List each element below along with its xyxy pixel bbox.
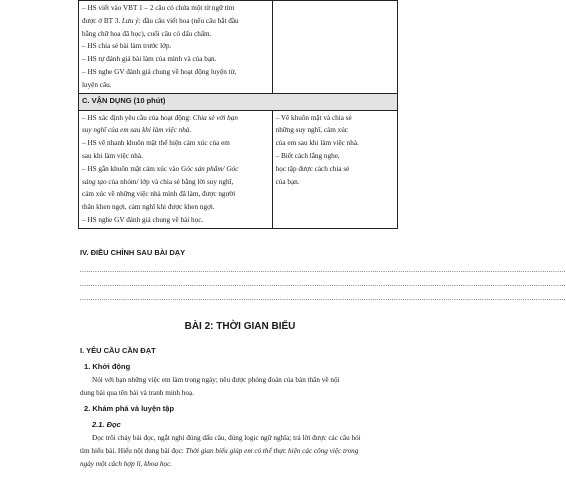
cell-line: bằng chữ hoa đã học), cuối câu có dấu chấm.: [82, 29, 212, 38]
cell-text: của nhóm/ lớp và chia sẻ bằng lời suy nghĩ,: [106, 177, 234, 186]
lesson-plan-table: [78, 0, 398, 229]
table-cell-outcomes: [272, 1, 397, 94]
paragraph-line: Đọc trôi chảy bài đọc, ngắt nghỉ đúng dấu câu, đúng logic ngữ nghĩa; trả lời được các câu hỏi: [92, 434, 361, 442]
cell-line: học tập được cách chia sẻ: [275, 164, 350, 173]
cell-text: được ở BT 3.: [82, 16, 122, 25]
cell-line: – HS tự đánh giá bài làm của mình và của bạn.: [82, 55, 217, 64]
section-c-title: C. VẬN DỤNG (10 phút): [82, 95, 166, 105]
table-cell-outcomes: [272, 110, 397, 228]
cell-text-italic: sáng tạo: [82, 177, 107, 186]
cell-line: của em sau khi làm việc nhà.: [275, 139, 359, 148]
cell-line: – HS chia sẻ bài làm trước lớp.: [82, 42, 172, 51]
cell-line: sau khi làm việc nhà.: [82, 151, 143, 160]
section-iv-heading: IV. ĐIỀU CHỈNH SAU BÀI DẠY: [80, 248, 186, 257]
cell-text: đầu câu viết hoa (nếu câu bắt đầu: [142, 16, 239, 25]
cell-line: thân khen ngợi, cảm nghĩ khi được khen ngợi.: [82, 203, 215, 212]
table-cell-student-activities: [79, 1, 273, 94]
warm-up-heading: 1. Khởi động: [84, 362, 131, 371]
cell-text: – HS gắn khuôn mặt cảm xúc vào: [82, 164, 182, 173]
paragraph-text: tìm hiểu bài. Hiểu nội dung bài đọc:: [80, 447, 186, 455]
lesson-title: BÀI 2: THỜI GIAN BIỂU: [184, 321, 296, 332]
note-label: Lưu ý:: [121, 16, 141, 25]
cell-line: [82, 112, 269, 125]
cell-line: những suy nghĩ, cảm xúc: [275, 126, 348, 135]
cell-line: – Vẽ khuôn mặt và chia sẻ: [275, 113, 352, 122]
table-row: [79, 110, 398, 228]
requirements-heading: I. YÊU CẦU CẦN ĐẠT: [80, 346, 156, 355]
cell-line: [82, 15, 269, 28]
cell-line: cảm xúc về những việc nhà mình đã làm, được người: [82, 190, 236, 199]
table-row: [79, 1, 398, 94]
dotted-line: ..................................................................................................................................................................................................................................: [80, 280, 566, 288]
paragraph-text-italic: Thời gian biểu giúp em có thể thực hiện các công việc trong: [185, 447, 359, 455]
cell-line: – Biết cách lắng nghe,: [275, 151, 340, 160]
cell-line: suy nghĩ của em sau khi làm việc nhà.: [82, 126, 192, 135]
cell-line: – HS nghe GV đánh giá chung về hoạt động luyện từ,: [82, 67, 237, 76]
cell-line: [82, 163, 269, 176]
cell-text: – HS xác định yêu cầu của hoạt động:: [82, 113, 193, 122]
cell-line: của bạn.: [275, 177, 300, 186]
explore-heading: 2. Khám phá và luyện tập: [84, 404, 175, 413]
reading-heading: 2.1. Đọc: [92, 420, 121, 429]
cell-line: [82, 176, 269, 189]
dotted-line: ..................................................................................................................................................................................................................................: [80, 294, 566, 302]
paragraph-line: Nói với bạn những việc em làm trong ngày; nêu được phỏng đoán của bản thân về nội: [92, 376, 340, 384]
dotted-line: ..................................................................................................................................................................................................................................: [80, 266, 566, 274]
section-header-cell: [79, 93, 398, 110]
cell-line: – HS viết vào VBT 1 – 2 câu có chứa một từ ngữ tìm: [82, 4, 235, 12]
cell-text-italic: Góc sản phẩm/ Góc: [181, 164, 239, 173]
cell-line: – HS nghe GV đánh giá chung về bài học.: [82, 215, 204, 224]
table-row: [79, 93, 398, 110]
paragraph-line: dung bài qua tên bài và tranh minh hoạ.: [80, 389, 194, 397]
cell-line: luyện câu.: [82, 80, 112, 89]
table-cell-student-activities: [79, 110, 273, 228]
cell-line: – HS vẽ nhanh khuôn mặt thể hiện cảm xúc của em: [82, 139, 230, 148]
cell-text-italic: Chia sẻ với bạn: [192, 113, 238, 122]
paragraph-line: [80, 445, 358, 458]
paragraph-line: ngày một cách hợp lí, khoa học.: [80, 460, 173, 468]
